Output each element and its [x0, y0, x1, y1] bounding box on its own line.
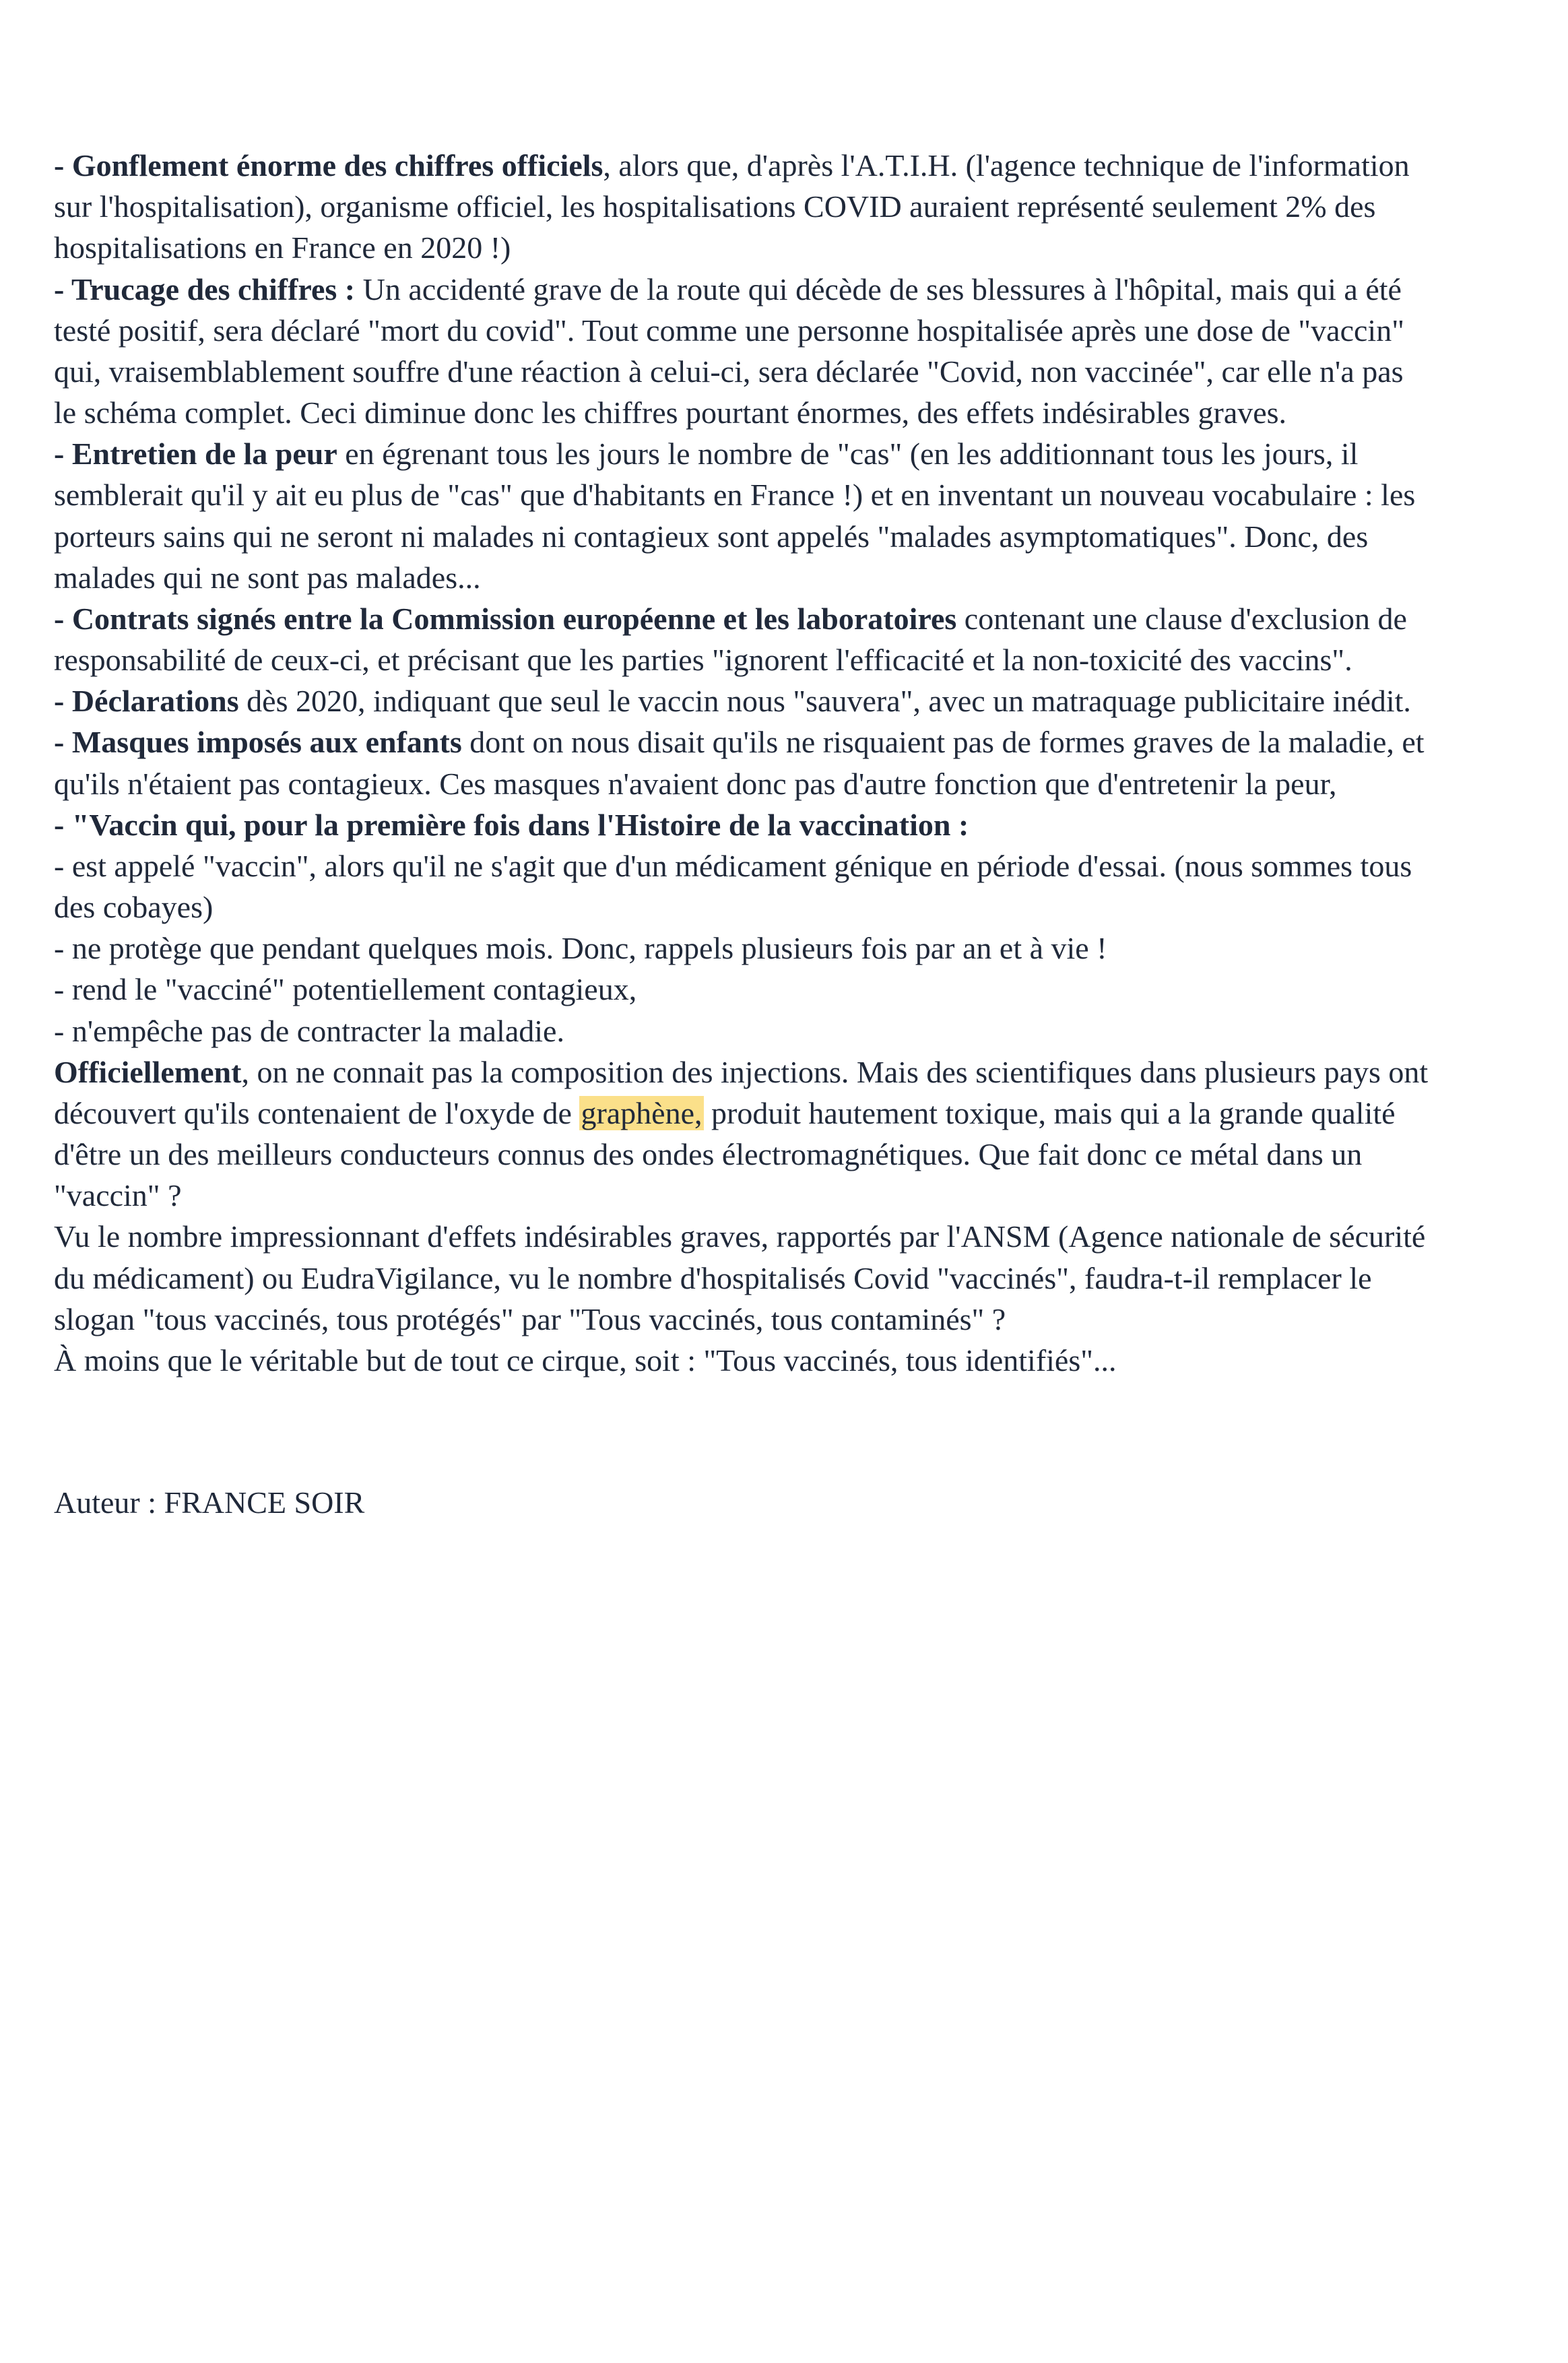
- bullet-item: [54, 145, 1433, 269]
- bullet-text: en égrenant tous les jours le nombre de "cas" (en les additionnant tous les jours, il semblerait qu'il y ait eu plus de "cas" que d'habitants en France !) et en inventant un nouveau vocabulaire : les porteurs sains qui ne seront ni malades ni contagieux sont appelés "malades asymptomatiques". Donc, des malades qui ne sont pas malades...: [54, 436, 1416, 595]
- bullet-item: [54, 721, 1433, 804]
- bullet-text: , alors que, d'après l'A.T.I.H. (l'agence technique de l'information sur l'hospitalisation), organisme officiel, les hospitalisations COVID auraient représenté seulement 2% des hospitalisations en France en 2020 !): [54, 148, 1410, 265]
- sub-bullet-item: - n'empêche pas de contracter la maladie.: [54, 1013, 564, 1048]
- bullet-lead: - "Vaccin qui, pour la première fois dans l'Histoire de la vaccination :: [54, 807, 969, 842]
- highlighted-term: graphène,: [581, 1095, 703, 1130]
- sub-bullet-item: - ne protège que pendant quelques mois. Donc, rappels plusieurs fois par an et à vie !: [54, 931, 1107, 966]
- author-line: Auteur : FRANCE SOIR: [54, 1485, 365, 1520]
- bullet-item: [54, 680, 1433, 721]
- sub-bullet-item: - rend le "vacciné" potentiellement contagieux,: [54, 972, 637, 1007]
- bullet-item: [54, 433, 1433, 598]
- bullet-lead: - Contrats signés entre la Commission européenne et les laboratoires: [54, 601, 957, 636]
- paragraph-final: À moins que le véritable but de tout ce cirque, soit : "Tous vaccinés, tous identifiés"...: [54, 1342, 1117, 1378]
- bullet-item: [54, 598, 1433, 680]
- paragraph-ansm: Vu le nombre impressionnant d'effets indésirables graves, rapportés par l'ANSM (Agence nationale de sécurité du médicament) ou EudraVigilance, vu le nombre d'hospitalisés Covid "vaccinés", faudra-t-il remplacer le slogan "tous vaccinés, tous protégés" par "Tous vaccinés, tous contaminés" ?: [54, 1219, 1426, 1336]
- paragraph-graphene: [54, 1051, 1433, 1217]
- bullet-item: [54, 269, 1433, 434]
- bullet-lead: - Masques imposés aux enfants: [54, 725, 462, 760]
- bullet-lead: - Entretien de la peur: [54, 436, 337, 472]
- bullet-lead: - Gonflement énorme des chiffres officiels: [54, 148, 603, 183]
- paragraph-text-part1: , on ne connait pas la composition des injections. Mais des scientifiques dans plusieurs pays ont découvert qu'ils contenaient de l'oxyde de: [54, 1054, 1429, 1130]
- bullet-item: [54, 804, 1433, 845]
- paragraph-lead: Officiellement: [54, 1054, 242, 1089]
- bullet-text: Un accidenté grave de la route qui décède de ses blessures à l'hôpital, mais qui a été testé positif, sera déclaré "mort du covid". Tout comme une personne hospitalisée après une dose de "vaccin" qui, vraisemblablement souffre d'une réaction à celui-ci, sera déclarée "Covid, non vaccinée", car elle n'a pas le schéma complet. Ceci diminue donc les chiffres pourtant énormes, des effets indésirables graves.: [54, 271, 1404, 430]
- paragraph-text-part2: produit hautement toxique, mais qui a la grande qualité d'être un des meilleurs conducteurs connus des ondes électromagnétiques. Que fait donc ce métal dans un "vaccin" ?: [54, 1095, 1396, 1213]
- bullet-text: dès 2020, indiquant que seul le vaccin nous "sauvera", avec un matraquage publicitaire inédit.: [238, 684, 1411, 719]
- bullet-text: contenant une clause d'exclusion de responsabilité de ceux-ci, et précisant que les parties "ignorent l'efficacité et la non-toxicité des vaccins".: [54, 601, 1407, 678]
- sub-bullet-item: - est appelé "vaccin", alors qu'il ne s'agit que d'un médicament génique en période d'essai. (nous sommes tous des cobayes): [54, 848, 1412, 925]
- bullet-text: dont on nous disait qu'ils ne risquaient pas de formes graves de la maladie, et qu'ils n'étaient pas contagieux. Ces masques n'avaient donc pas d'autre fonction que d'entretenir la peur,: [54, 725, 1425, 801]
- document-body: [54, 145, 1433, 1523]
- bullet-lead: - Déclarations: [54, 684, 239, 719]
- bullet-lead: - Trucage des chiffres :: [54, 271, 356, 306]
